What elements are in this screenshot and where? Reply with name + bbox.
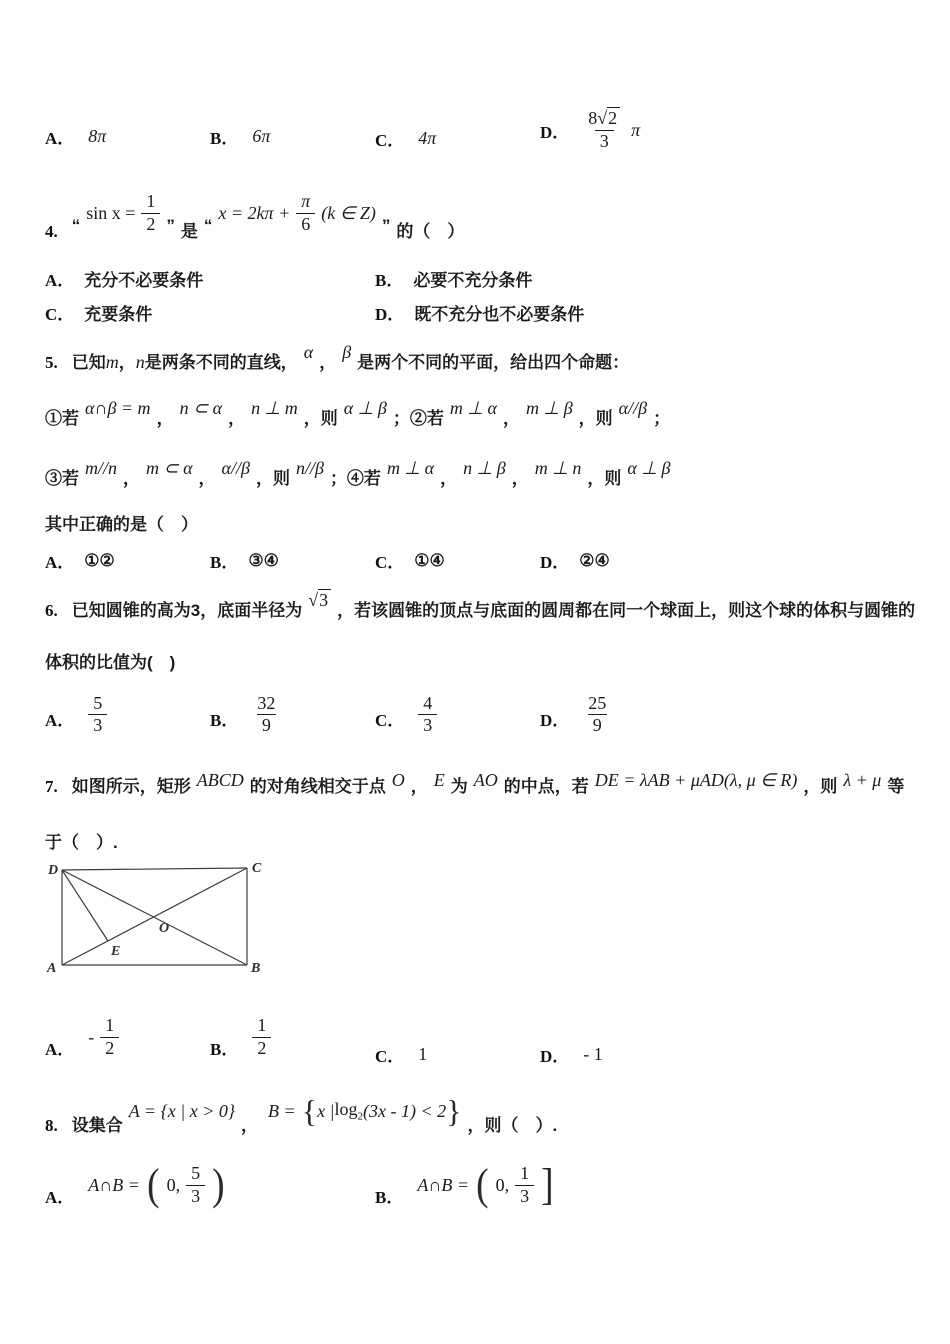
math-expr: ABCD bbox=[196, 770, 244, 790]
close-paren: ) bbox=[212, 1160, 225, 1210]
option-text: 必要不充分条件 bbox=[413, 271, 533, 290]
math-expr: x = 2kπ + bbox=[218, 202, 291, 223]
close-brace: } bbox=[446, 1092, 462, 1129]
math-expr: AO bbox=[473, 770, 498, 790]
option-value-suffix: π bbox=[631, 119, 641, 140]
q6-option-a: A． $\frac{5}{3}$ bbox=[45, 680, 107, 736]
math-expr: sin x = bbox=[86, 202, 136, 223]
q7-option-b: B． $\frac{1}{2}$ bbox=[210, 1008, 271, 1066]
option-text: 既不充分也不必要条件 bbox=[414, 305, 585, 324]
close-bracket: ] bbox=[541, 1160, 554, 1210]
q6-option-d: D． $\frac{25}{9}$ bbox=[540, 680, 611, 736]
q4-option-c: C． 充要条件 bbox=[45, 300, 152, 325]
math-expr: α ⊥ β bbox=[627, 458, 671, 478]
fraction: $\frac{32}{9}$ bbox=[257, 692, 276, 735]
math-expr: n ⊂ α bbox=[179, 398, 223, 418]
rect-top-edge bbox=[62, 868, 247, 870]
math-expr: A∩B = bbox=[88, 1174, 140, 1195]
math-expr: m ⊥ n bbox=[534, 458, 582, 478]
math-expr: B = bbox=[268, 1100, 296, 1121]
question-number: 6. bbox=[45, 601, 58, 620]
close-quote: ” bbox=[381, 216, 391, 235]
q7-option-c: C． 1 bbox=[375, 1044, 428, 1066]
connector-text: 是 bbox=[180, 222, 198, 241]
option-text: ①② bbox=[84, 550, 115, 570]
math-expr: α∩β = m bbox=[85, 398, 151, 418]
option-value: 1 bbox=[418, 1044, 428, 1064]
fraction: $\frac{1}{3}$ bbox=[515, 1163, 534, 1206]
math-expr: (k ∈ Z) bbox=[321, 202, 376, 223]
q4-option-a: A． 充分不必要条件 bbox=[45, 266, 203, 291]
math-var: O bbox=[391, 770, 405, 790]
question-7-stem-line1: 7. 如图所示，矩形 ABCD 的对角线相交于点 O ， E 为 AO 的中点，若 DE = λAB + μAD(λ, μ ∈ R) ，则 λ + μ 等 bbox=[45, 770, 905, 796]
option-label: B． bbox=[210, 128, 239, 148]
math-expr: n ⊥ m bbox=[251, 398, 298, 418]
math-expr: m ⊥ α bbox=[386, 458, 435, 478]
math-expr: A = {x | x > 0} bbox=[128, 1100, 236, 1121]
math-expr: α//β bbox=[221, 458, 250, 478]
proposition-line-1: ①若 α∩β = m ， n ⊂ α ， n ⊥ m ，则 α ⊥ β ；②若 m ⊥ α ， m ⊥ β ，则 α//β ； bbox=[45, 398, 671, 428]
question-4-stem bbox=[45, 180, 464, 246]
q6-option-b: B． $\frac{32}{9}$ bbox=[210, 680, 280, 736]
option-label: C． bbox=[375, 130, 405, 150]
open-quote: “ bbox=[71, 216, 81, 235]
option-value: 4π bbox=[418, 127, 437, 148]
open-paren: ( bbox=[476, 1160, 489, 1210]
option-value: - 1 bbox=[583, 1044, 603, 1064]
log-function: $\log_2$ bbox=[334, 1099, 364, 1123]
math-expr: DE = λAB + μAD(λ, μ ∈ R) bbox=[594, 770, 798, 790]
vertex-label-a: A bbox=[47, 961, 57, 976]
fraction: $\frac{1}{2}$ bbox=[100, 1015, 119, 1058]
q5-option-b: B． ③④ bbox=[210, 550, 279, 572]
vertex-label-d: D bbox=[48, 863, 59, 878]
q7-option-d: D． - 1 bbox=[540, 1044, 603, 1066]
math-var: β bbox=[342, 342, 352, 362]
option-text: 充分不必要条件 bbox=[84, 271, 204, 290]
minus-sign: - bbox=[88, 1026, 95, 1047]
math-expr: m//n bbox=[85, 458, 118, 478]
option-text: ①④ bbox=[414, 550, 445, 570]
question-number: 8. bbox=[45, 1116, 58, 1135]
question-number: 5. bbox=[45, 353, 58, 372]
math-expr: n ⊥ β bbox=[463, 458, 506, 478]
fraction bbox=[583, 108, 625, 151]
option-a-prev bbox=[45, 116, 106, 156]
question-number: 4. bbox=[45, 222, 58, 241]
option-text: ②④ bbox=[579, 550, 610, 570]
fraction-numerator: 8√2 bbox=[583, 108, 625, 129]
math-expr: n//β bbox=[295, 458, 324, 478]
math-expr: m ⊂ α bbox=[146, 458, 193, 478]
fraction: $\frac{1}{2}$ bbox=[252, 1015, 271, 1058]
proposition-line-2: ③若 m//n ， m ⊂ α ， α//β ，则 n//β ；④若 m ⊥ α ， n ⊥ β ， m ⊥ n ，则 α ⊥ β bbox=[45, 458, 671, 488]
option-text: ③④ bbox=[248, 550, 279, 570]
q5-option-a: A． ①② bbox=[45, 550, 115, 572]
sqrt-expr: √3 bbox=[308, 590, 331, 611]
segment-de bbox=[62, 870, 108, 941]
q5-option-d: D． ②④ bbox=[540, 550, 610, 572]
math-expr: λ + μ bbox=[843, 770, 882, 790]
math-expr: m ⊥ α bbox=[449, 398, 498, 418]
fraction: $\frac{5}{3}$ bbox=[186, 1163, 205, 1206]
open-brace: { bbox=[301, 1092, 318, 1129]
interval-left: 0, bbox=[166, 1174, 181, 1195]
math-var: n bbox=[135, 352, 145, 372]
close-quote: ” bbox=[166, 216, 175, 235]
fraction: $\frac{\pi}{6}$ bbox=[296, 191, 315, 234]
fraction-denominator: 3 bbox=[595, 130, 614, 152]
math-expr: α//β bbox=[618, 398, 648, 418]
fraction: $\frac{5}{3}$ bbox=[88, 693, 107, 736]
rectangle-figure bbox=[40, 855, 270, 1000]
interval-left: 0, bbox=[495, 1174, 510, 1195]
option-value: 8π bbox=[88, 125, 107, 146]
radical-icon: √ bbox=[597, 108, 608, 129]
q7-option-a: A． - $\frac{1}{2}$ bbox=[45, 1008, 119, 1066]
option-b-prev bbox=[210, 116, 270, 156]
question-6-stem-line2: 体积的比值为( ) bbox=[45, 653, 176, 672]
math-var: α bbox=[303, 342, 314, 362]
option-d-prev bbox=[540, 94, 640, 166]
q8-option-b: B． A∩B = ( 0, $\frac{1}{3}$ ] bbox=[375, 1160, 554, 1210]
math-expr: (3x - 1) < 2 bbox=[363, 1100, 447, 1121]
math-var: E bbox=[433, 770, 445, 790]
q6-option-c: C． $\frac{4}{3}$ bbox=[375, 680, 437, 736]
math-expr: A∩B = bbox=[417, 1174, 469, 1195]
open-quote: “ bbox=[203, 216, 213, 235]
math-expr: m ⊥ β bbox=[526, 398, 573, 418]
question-7-stem-line2: 于（ ）. bbox=[45, 833, 118, 852]
fraction: $\frac{1}{2}$ bbox=[141, 191, 160, 234]
q4-option-d: D． 既不充分也不必要条件 bbox=[375, 300, 584, 325]
vertex-label-c: C bbox=[252, 861, 262, 876]
option-text: 充要条件 bbox=[84, 305, 153, 324]
stem-tail: 的（ ） bbox=[396, 222, 465, 241]
vertex-label-b: B bbox=[251, 961, 261, 976]
rectangle-figure-svg bbox=[40, 855, 270, 995]
point-label-e: E bbox=[111, 944, 121, 959]
math-expr: α ⊥ β bbox=[343, 398, 387, 418]
math-var: m bbox=[105, 352, 119, 372]
option-label: A． bbox=[45, 128, 75, 148]
question-5-stem: 5. 已知 m ， n 是两条不同的直线， α ， β 是两个不同的平面，给出四个命题： bbox=[45, 342, 630, 372]
option-value: 6π bbox=[252, 125, 271, 146]
radical-icon: √ bbox=[308, 590, 319, 610]
q5-subline: 其中正确的是（ ） bbox=[45, 515, 198, 534]
q5-option-c: C． ①④ bbox=[375, 550, 445, 572]
math-expr: x | bbox=[317, 1100, 335, 1121]
point-label-o: O bbox=[159, 921, 170, 936]
fraction: $\frac{25}{9}$ bbox=[588, 692, 607, 735]
q8-option-a: A． A∩B = ( 0, $\frac{5}{3}$ ) bbox=[45, 1160, 225, 1210]
fraction: $\frac{4}{3}$ bbox=[418, 693, 437, 736]
option-label: D． bbox=[540, 122, 570, 142]
question-8-stem: 8. 设集合 A = {x | x > 0} ， B = { x | $\log_2$ (3x - 1) < 2 } ，则（ ）. bbox=[45, 1094, 557, 1140]
question-6-stem-line1: 6. 已知圆锥的高为3，底面半径为 √3 ，若该圆锥的顶点与底面的圆周都在同一个球面上，则这个球的体积与圆锥的 bbox=[45, 590, 916, 620]
question-number: 7. bbox=[45, 777, 58, 796]
open-paren: ( bbox=[147, 1160, 160, 1210]
q4-option-b: B． 必要不充分条件 bbox=[375, 266, 532, 291]
option-c-prev bbox=[375, 118, 436, 158]
